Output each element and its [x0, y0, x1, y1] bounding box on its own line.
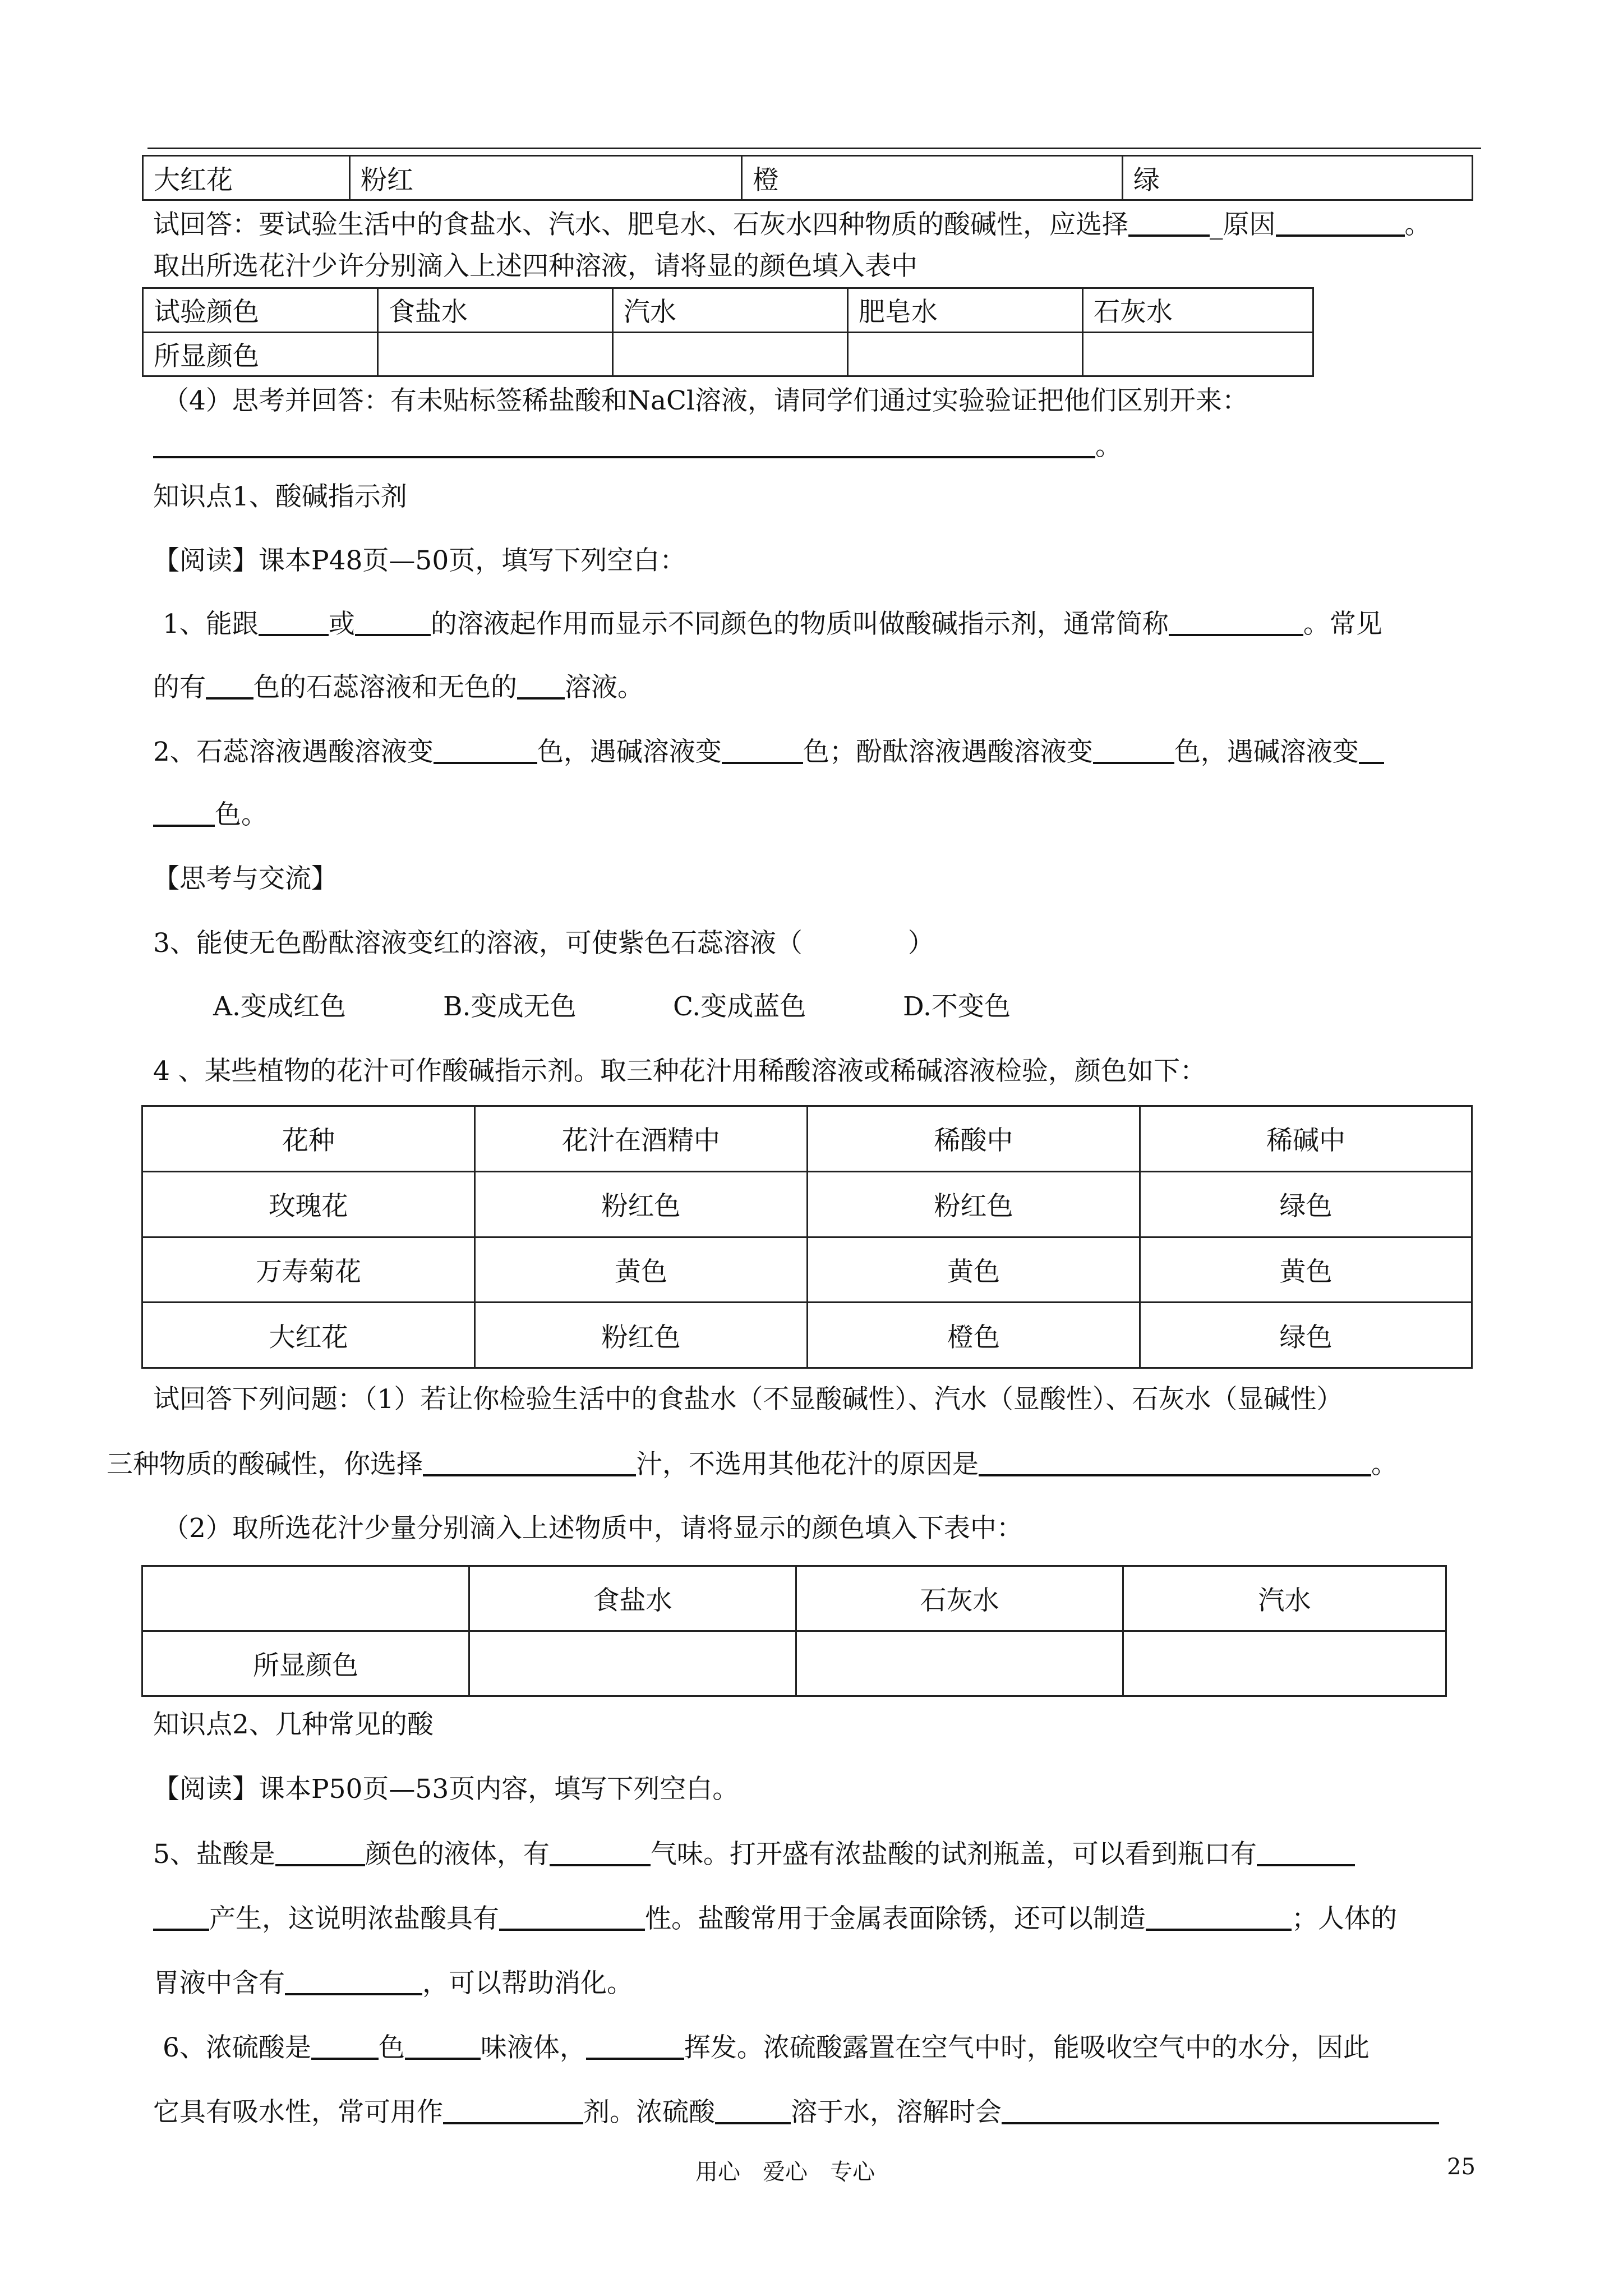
table-header: 稀碱中	[1140, 1106, 1472, 1172]
table-cell: 黄色	[808, 1237, 1140, 1303]
answer-blank[interactable]	[311, 2031, 379, 2060]
table-header: 肥皂水	[848, 288, 1083, 333]
question-line: 5、盐酸是 颜色的液体，有 气味。打开盛有浓盐酸的试剂瓶盖，可以看到瓶口有	[153, 1837, 1355, 1871]
answer-blank[interactable]	[443, 2095, 583, 2124]
table-cell: 粉红色	[808, 1171, 1140, 1237]
question-line: 4 、某些植物的花汁可作酸碱指示剂。取三种花汁用稀酸溶液或稀碱溶液检验，颜色如下：	[153, 1056, 1206, 1087]
table-header: 花种	[142, 1106, 475, 1172]
option-d[interactable]: D.不变色	[903, 991, 1011, 1022]
flower-table	[141, 1105, 1473, 1369]
question-line: 试回答：要试验生活中的食盐水、汽水、肥皂水、石灰水四种物质的酸碱性，应选择 _原因 。	[153, 208, 1431, 242]
top-cell: 橙	[742, 156, 1123, 200]
answer-blank[interactable]	[1093, 735, 1174, 764]
reading-instruction: 【阅读】课本P50页—53页内容，填写下列空白。	[153, 1774, 739, 1805]
question-line: 1、能跟 或 的溶液起作用而显示不同颜色的物质叫做酸碱指示剂，通常简称 。常见	[163, 607, 1382, 641]
table-cell: 粉红色	[475, 1171, 808, 1237]
table-cell: 黄色	[1140, 1237, 1472, 1303]
question-line: （2）取所选花汁少量分别滴入上述物质中，请将显示的颜色填入下表中：	[163, 1513, 1023, 1544]
table-cell: 黄色	[475, 1237, 808, 1303]
answer-cell[interactable]	[378, 332, 613, 376]
answer-blank[interactable]	[979, 1447, 1371, 1476]
top-table	[142, 155, 1473, 201]
table-cell: 橙色	[808, 1303, 1140, 1368]
color-result-table	[141, 1565, 1447, 1697]
answer-blank[interactable]	[1128, 208, 1210, 237]
answer-blank[interactable]	[1146, 1902, 1292, 1931]
answer-blank[interactable]	[153, 429, 1095, 458]
answer-blank[interactable]	[206, 670, 253, 700]
question-line: 色。	[153, 798, 268, 832]
answer-blank[interactable]	[586, 2031, 684, 2060]
top-cell: 大红花	[143, 156, 350, 200]
answer-blank[interactable]	[1257, 1837, 1355, 1866]
table-header: 花汁在酒精中	[475, 1106, 808, 1172]
question-line: 2、石蕊溶液遇酸溶液变 色，遇碱溶液变 色；酚酞溶液遇酸溶液变 色，遇碱溶液变	[153, 735, 1384, 769]
table-header: 石灰水	[1083, 288, 1313, 333]
answer-blank[interactable]	[1276, 208, 1405, 237]
answer-blank[interactable]	[550, 1837, 651, 1866]
reading-instruction: 【阅读】课本P48页—50页，填写下列空白：	[153, 545, 686, 576]
table-header: 食盐水	[469, 1566, 796, 1631]
question-line: 的有 色的石蕊溶液和无色的 溶液。	[153, 670, 644, 705]
answer-blank[interactable]	[355, 607, 431, 636]
top-cell: 绿	[1123, 156, 1473, 200]
question-line: 它具有吸水性，常可用作 剂。浓硫酸 溶于水，溶解时会	[153, 2095, 1439, 2129]
question-line: 试回答下列问题：（1）若让你检验生活中的食盐水（不显酸碱性）、汽水（显酸性）、石灰水（显碱性）	[153, 1384, 1343, 1415]
row-label: 所显颜色	[143, 332, 378, 376]
answer-cell[interactable]	[613, 332, 848, 376]
question-line: 三种物质的酸碱性，你选择 汁，不选用其他花汁的原因是 。	[107, 1447, 1398, 1481]
answer-blank[interactable]	[405, 2031, 481, 2060]
page-number: 25	[1447, 2154, 1476, 2180]
option-b[interactable]: B.变成无色	[443, 991, 577, 1022]
table-header: 试验颜色	[143, 288, 378, 333]
table-cell: 粉红色	[475, 1303, 808, 1368]
answer-line: 。	[153, 429, 1122, 463]
row-label: 所显颜色	[142, 1631, 469, 1696]
table-cell: 绿色	[1140, 1303, 1472, 1368]
answer-cell[interactable]	[796, 1631, 1123, 1696]
instruction-line: 取出所选花汁少许分别滴入上述四种溶液，请将显的颜色填入表中	[153, 251, 917, 282]
test-color-table	[142, 287, 1314, 377]
answer-cell[interactable]	[848, 332, 1083, 376]
footer-motto: 用心 爱心 专心	[695, 2159, 875, 2185]
answer-cell[interactable]	[1083, 332, 1313, 376]
header-rule	[147, 148, 1481, 149]
section-title: 知识点1、酸碱指示剂	[153, 481, 407, 512]
answer-blank[interactable]	[715, 2095, 791, 2124]
section-heading: 【思考与交流】	[153, 863, 338, 894]
answer-blank[interactable]	[1002, 2095, 1439, 2124]
section-title: 知识点2、几种常见的酸	[153, 1709, 434, 1740]
answer-blank[interactable]	[517, 670, 565, 700]
answer-blank[interactable]	[1169, 607, 1303, 636]
answer-blank[interactable]	[259, 607, 329, 636]
option-a[interactable]: A.变成红色	[213, 991, 346, 1022]
question-line: （4）思考并回答：有未贴标签稀盐酸和NaCl溶液，请同学们通过实验验证把他们区别开来：	[163, 385, 1249, 416]
answer-blank[interactable]	[434, 735, 537, 764]
question-line: 6、浓硫酸是 色 味液体， 挥发。浓硫酸露置在空气中时，能吸收空气中的水分，因此	[163, 2031, 1370, 2065]
answer-blank[interactable]	[1359, 735, 1384, 764]
answer-cell[interactable]	[469, 1631, 796, 1696]
answer-blank[interactable]	[153, 1902, 209, 1931]
answer-blank[interactable]	[499, 1902, 645, 1931]
top-cell: 粉红	[350, 156, 742, 200]
answer-blank[interactable]	[722, 735, 803, 764]
answer-blank[interactable]	[285, 1966, 422, 1995]
table-cell: 绿色	[1140, 1171, 1472, 1237]
question-line: 3、能使无色酚酞溶液变红的溶液，可使紫色石蕊溶液（ ）	[153, 928, 934, 959]
table-cell: 大红花	[142, 1303, 475, 1368]
table-cell: 万寿菊花	[142, 1237, 475, 1303]
question-line: 产生，这说明浓盐酸具有 性。盐酸常用于金属表面除锈，还可以制造 ；人体的	[153, 1902, 1397, 1936]
table-header: 食盐水	[378, 288, 613, 333]
answer-blank[interactable]	[423, 1447, 636, 1476]
table-header: 石灰水	[796, 1566, 1123, 1631]
table-header: 汽水	[1123, 1566, 1446, 1631]
question-line: 胃液中含有 ，可以帮助消化。	[153, 1966, 633, 2000]
answer-blank[interactable]	[275, 1837, 365, 1866]
answer-blank[interactable]	[153, 798, 215, 827]
table-header: 汽水	[613, 288, 848, 333]
table-cell: 玫瑰花	[142, 1171, 475, 1237]
table-header: 稀酸中	[808, 1106, 1140, 1172]
table-header	[142, 1566, 469, 1631]
answer-cell[interactable]	[1123, 1631, 1446, 1696]
option-c[interactable]: C.变成蓝色	[673, 991, 806, 1022]
